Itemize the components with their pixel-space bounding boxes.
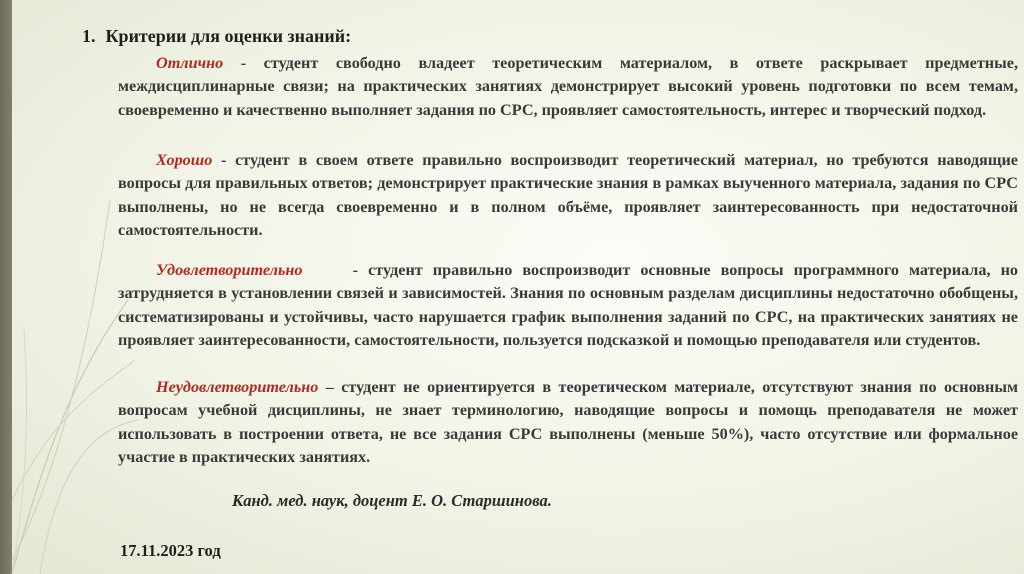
- criterion-text: студент в своем ответе правильно воспроизводит теоретический материал, но требуются наводящие вопросы для правильных ответов; демонстрирует практические знания в рамках выученного материала, задания по СРС выполнены, но не всегда своевременно и в полном объёме, проявляет заинтересованность при недостаточной самостоятельности.: [118, 151, 1018, 240]
- criterion-text: студент правильно воспроизводит основные вопросы программного материала, но затрудняется в установлении связей и зависимостей. Знания по основным разделам дисциплины недостаточно обобщены, систематизированы и устойчивы, часто нарушается график выполнения заданий по СРС, на практических занятиях не проявляет заинтересованности, самостоятельности, пользуется подсказкой и помощью преподавателя или студентов.: [118, 261, 1018, 350]
- heading-number: 1.: [82, 26, 96, 46]
- criterion-good: [118, 149, 1018, 243]
- grade-label: Хорошо: [156, 151, 213, 169]
- grade-label: Удовлетворительно: [156, 261, 303, 279]
- slide-date: 17.11.2023 год: [120, 541, 221, 560]
- heading-text: Критерии для оценки знаний:: [105, 26, 352, 46]
- criterion-text: студент не ориентируется в теоретическом материале, отсутствуют знания по основным вопросам учебной дисциплины, не знает терминологию, наводящие вопросы и помощь преподавателя не может использовать в построении ответа, не все задания СРС выполнены (меньше 50%), часто отсутствие или формальное участие в практических занятиях.: [118, 378, 1018, 467]
- grade-separator: -: [212, 151, 236, 169]
- slide-heading: [82, 26, 351, 47]
- grade-separator: -: [302, 261, 369, 279]
- criterion-unsatisfactory: [118, 376, 1018, 470]
- criterion-excellent: [118, 52, 1018, 122]
- criterion-text: студент свободно владеет теоретическим материалом, в ответе раскрывает предметные, междисциплинарные связи; на практических занятиях демонстрирует высокий уровень подготовки по всем темам, своевременно и качественно выполняет задания по СРС, проявляет самостоятельность, интерес и творческий подход.: [118, 54, 1018, 119]
- grade-separator: –: [318, 378, 342, 396]
- grade-label: Неудовлетворительно: [156, 378, 319, 396]
- grade-label: Отлично: [156, 54, 224, 72]
- criterion-satisfactory: [118, 259, 1018, 353]
- grade-separator: -: [223, 54, 264, 72]
- author-signature: Канд. мед. наук, доцент Е. О. Старшинова.: [232, 491, 552, 510]
